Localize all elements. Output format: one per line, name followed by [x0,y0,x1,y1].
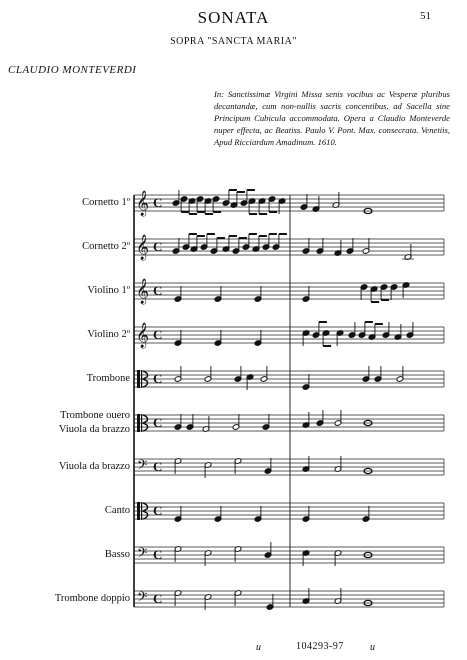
note [268,196,277,212]
note [316,410,324,426]
note [254,330,262,346]
note [258,198,267,214]
note [302,412,310,428]
staff [134,278,444,304]
time-signature: C [153,503,163,518]
note [374,366,382,382]
note [272,234,287,250]
note [232,414,240,430]
time-signature: C [153,415,163,430]
note [246,374,254,390]
note [362,366,370,382]
treble-clef-icon: 𝄞 [136,191,150,216]
note [210,238,225,254]
note [390,284,398,300]
note [302,456,310,472]
staff [134,234,444,260]
note [202,416,210,432]
note [334,456,342,472]
time-signature: C [153,371,163,386]
time-signature: C [153,547,163,562]
note [214,330,222,346]
note [302,374,310,390]
note [264,542,272,558]
note [334,410,342,426]
note [332,192,340,208]
note [174,590,182,606]
note [188,198,197,214]
note [262,414,270,430]
instrument-label: Cornetto 1º [82,197,130,208]
staff [134,502,444,522]
note [302,238,310,254]
instrument-label: Violino 1º [87,285,130,296]
note [204,550,212,566]
instrument-label: Basso [104,549,130,560]
staff [134,190,444,216]
instrument-label: Trombone doppio [54,593,130,604]
note [396,366,404,382]
time-signature: C [153,459,163,474]
instrument-label: Viuola da brazzo [58,461,130,472]
note [278,198,286,214]
note [204,594,212,610]
note [260,366,268,382]
time-signature: C [153,327,163,342]
staff [134,542,444,566]
staff [134,366,444,390]
note [382,322,390,338]
staff [134,322,444,348]
composer-name: CLAUDIO MONTEVERDI [8,64,137,76]
note [402,282,410,298]
note [266,594,274,610]
note [204,366,212,382]
note [334,550,342,566]
page-subtitle: SOPRA "SANCTA MARIA" [170,36,297,47]
note [204,198,213,214]
note [174,458,182,474]
instrument-label: Trombone ouero Viuola da brazzo [58,410,130,435]
note [334,588,342,604]
note [348,322,356,338]
note [214,506,222,522]
note [300,194,308,210]
note [346,238,354,254]
note [174,286,182,302]
note [316,238,324,254]
note [172,238,180,254]
footer-signature-mark-left: u [256,642,261,653]
instrument-label: Cornetto 2º [82,241,130,252]
note [362,506,370,522]
note [174,330,182,346]
note [302,330,310,346]
note [302,588,310,604]
plate-number: 104293-97 [296,641,344,652]
note [302,286,310,302]
note [380,284,389,300]
instrument-label: Trombone [86,373,130,384]
treble-clef-icon: 𝄞 [136,279,150,304]
note [394,324,402,340]
bass-clef-icon: 𝄢 [137,457,148,476]
note [334,240,342,256]
note [360,284,368,300]
note [302,550,310,566]
note [204,462,212,478]
note [254,286,262,302]
note [172,190,180,206]
page-number: 51 [420,10,431,22]
note [174,506,182,522]
note [234,546,242,562]
note [234,458,242,474]
note [196,196,205,212]
treble-clef-icon: 𝄞 [136,323,150,348]
time-signature: C [153,591,163,606]
time-signature: C [153,239,163,254]
note [234,366,242,382]
note [322,330,331,346]
note [402,244,414,260]
note [248,198,257,214]
time-signature: C [153,283,163,298]
note [214,286,222,302]
note [368,324,383,340]
note [254,506,262,522]
note [362,238,370,254]
treble-clef-icon: 𝄞 [136,235,150,260]
note [312,196,320,212]
dedication-text: In: Sanctissimæ Virgini Missa senis vocibus ac Vesperæ pluribus decantandæ, cum non-nullis sacris concentibus, ad Sacella sine Principum Cubicula accommodata. Opera a Claudio Monteverde nuper effecta, ac Beatiss. Paulo V. Pont. Max. consecrata. Venetiis, Apud Ricciardum Amadinum. 1610. [214,89,450,147]
note [234,590,242,606]
note [174,414,182,430]
instrument-label: Canto [104,505,130,516]
note [212,196,221,212]
instrument-label: Violino 2º [87,329,130,340]
footer-signature-mark-right: u [370,642,375,653]
note [302,506,310,522]
staff [134,588,444,610]
staff [134,456,444,478]
note [186,414,194,430]
note [174,366,182,382]
note [180,196,189,212]
note [264,458,272,474]
note [174,546,182,562]
note [336,330,344,346]
bass-clef-icon: 𝄢 [137,589,148,608]
note [406,322,414,338]
page-title: SONATA [197,8,270,27]
bass-clef-icon: 𝄢 [137,545,148,564]
time-signature: C [153,195,163,210]
note [370,286,379,302]
staff [134,410,444,432]
